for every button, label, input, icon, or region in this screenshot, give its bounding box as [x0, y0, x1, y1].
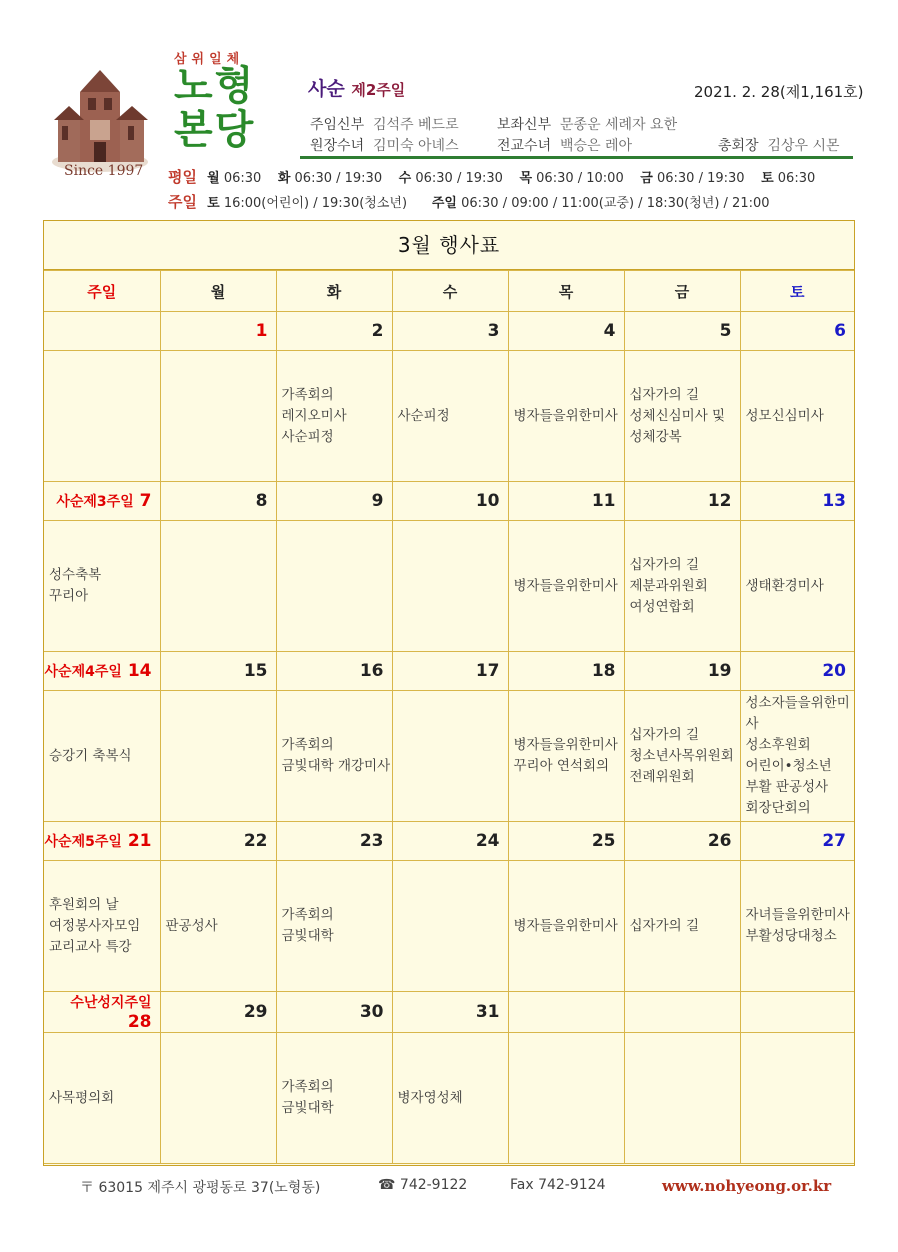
weekday-mass-times: [168, 166, 815, 187]
date-cell: [160, 992, 276, 1033]
events-cell: [624, 351, 740, 482]
date-number: 3: [487, 321, 500, 341]
date-cell: [276, 992, 392, 1033]
date-number: 31: [475, 1002, 500, 1022]
date-cell: [276, 312, 392, 351]
events-cell: [508, 521, 624, 652]
date-cell: [160, 652, 276, 691]
season-name: 사순: [308, 78, 345, 100]
event-item: 금빛대학: [281, 1100, 334, 1116]
date-number: 15: [243, 661, 268, 681]
date-cell: [740, 822, 854, 861]
event-item: 가족회의: [281, 386, 334, 403]
website-link[interactable]: www.nohyeong.or.kr: [662, 1177, 832, 1195]
event-item: 성체신심미사 및: [629, 407, 726, 424]
season-week: 제2주일: [351, 81, 406, 99]
date-cell: [160, 312, 276, 351]
events-cell: [624, 691, 740, 822]
events-row: [44, 351, 854, 482]
footer-phone: [378, 1177, 467, 1193]
date-row: [44, 822, 854, 861]
mass-day: 월: [207, 171, 220, 186]
event-item: 금빛대학 개강미사: [281, 758, 391, 774]
calendar-title: 3월 행사표: [44, 221, 854, 270]
event-item: 십자가의 길: [629, 917, 699, 934]
staff-name: 김미숙 아녜스: [373, 138, 459, 154]
date-cell: [44, 822, 160, 861]
date-cell: [44, 652, 160, 691]
events-cell: [740, 521, 854, 652]
event-item: 어린이•청소년: [745, 758, 832, 774]
events-cell: [160, 1033, 276, 1164]
date-cell: [392, 992, 508, 1033]
mass-day: 토: [207, 196, 220, 211]
date-cell: [624, 652, 740, 691]
event-item: 청소년사목위원회: [629, 747, 734, 764]
mass-time: 06:30: [223, 171, 262, 186]
event-item: 사목평의회: [49, 1089, 115, 1106]
events-cell: [44, 691, 160, 822]
events-row: [44, 691, 854, 822]
events-cell: [44, 1033, 160, 1164]
event-item: 승강기 축복식: [49, 747, 132, 764]
mass-time: 06:30 / 19:30: [294, 171, 383, 186]
events-cell: [392, 861, 508, 992]
mass-day: 수: [398, 171, 412, 186]
event-item: 전례위원회: [629, 768, 695, 785]
mass-day: 주일: [431, 196, 457, 211]
sunday-liturgical-label: 수난성지주일: [70, 995, 152, 1011]
mass-time: 06:30: [777, 171, 816, 186]
event-item: 성소자들을위한미사: [745, 695, 850, 732]
event-item: 사순피정: [281, 428, 334, 445]
event-item: 꾸리아: [49, 588, 89, 604]
event-item: 교리교사 특강: [49, 938, 132, 955]
event-item: 금빛대학: [281, 928, 334, 944]
sunday-mass-times: [168, 191, 770, 212]
event-item: 성소후원회: [745, 737, 811, 753]
events-cell: [276, 691, 392, 822]
date-cell: [44, 992, 160, 1033]
date-number: 29: [243, 1002, 268, 1022]
date-number: 27: [822, 831, 846, 851]
date-cell: [392, 482, 508, 521]
events-cell: [276, 1033, 392, 1164]
staff-role: 원장수녀: [310, 138, 365, 154]
weekday-label: 평일: [168, 168, 197, 186]
staff-mission-sister: [497, 135, 632, 155]
calendar-grid: [44, 270, 854, 1164]
events-cell: [624, 861, 740, 992]
date-cell: [276, 652, 392, 691]
event-item: 병자들을위한미사: [513, 917, 618, 934]
events-cell: [392, 691, 508, 822]
date-number: 7: [139, 491, 152, 511]
events-cell: [276, 861, 392, 992]
date-cell: [508, 652, 624, 691]
sunday-liturgical-label: 사순제3주일: [56, 494, 134, 510]
date-cell: [508, 482, 624, 521]
mass-time: 06:30 / 19:30: [415, 171, 503, 186]
event-item: 병자영성체: [397, 1089, 463, 1106]
date-cell: [508, 312, 624, 351]
events-cell: [508, 691, 624, 822]
date-number: 25: [591, 831, 616, 851]
mass-time: 16:00(어린이) / 19:30(청소년): [223, 196, 408, 211]
date-cell: [624, 822, 740, 861]
staff-role: 주임신부: [310, 117, 365, 133]
date-number: 22: [243, 831, 268, 851]
events-row: [44, 861, 854, 992]
date-number: 11: [591, 491, 616, 511]
staff-name: 백승은 레아: [560, 138, 633, 154]
event-item: 십자가의 길: [629, 386, 699, 403]
date-number: 23: [359, 831, 384, 851]
date-number: 13: [822, 491, 846, 511]
date-number: 10: [475, 491, 500, 511]
event-item: 십자가의 길: [629, 556, 699, 573]
date-row: [44, 992, 854, 1033]
events-cell: [160, 691, 276, 822]
phone-text: 742-9122: [399, 1177, 468, 1193]
staff-name: 문종운 세례자 요한: [560, 117, 678, 133]
date-number: 16: [359, 661, 384, 681]
events-cell: [740, 351, 854, 482]
events-cell: [740, 861, 854, 992]
weekday-header: 토: [740, 271, 854, 312]
footer-fax: Fax 742-9124: [510, 1177, 606, 1193]
events-row: [44, 1033, 854, 1164]
date-cell: [44, 312, 160, 351]
date-cell: [740, 312, 854, 351]
issue-date: 2021. 2. 28(제1,161호): [694, 83, 864, 101]
staff-name: 김상우 시몬: [767, 138, 840, 154]
events-cell: [276, 521, 392, 652]
events-cell: [740, 691, 854, 822]
events-cell: [160, 351, 276, 482]
date-cell: [160, 822, 276, 861]
event-item: 제분과위원회: [629, 577, 708, 594]
date-number: 26: [707, 831, 732, 851]
event-item: 회장단회의: [745, 800, 811, 816]
events-cell: [392, 521, 508, 652]
date-cell: [508, 822, 624, 861]
events-cell: [508, 351, 624, 482]
date-number: 28: [127, 1012, 152, 1032]
date-cell: [276, 482, 392, 521]
date-cell: [624, 312, 740, 351]
date-row: [44, 482, 854, 521]
staff-assistant: [497, 114, 677, 134]
weekday-header-row: [44, 271, 854, 312]
staff-name: 김석주 베드로: [373, 117, 459, 133]
events-cell: [392, 351, 508, 482]
event-item: 자녀들을위한미사: [745, 907, 850, 923]
parish-title: 노형본당: [174, 63, 256, 153]
mass-time: 06:30 / 19:30: [656, 171, 745, 186]
date-number: 21: [127, 831, 152, 851]
mass-day: 토: [761, 171, 774, 186]
events-cell: [624, 521, 740, 652]
date-cell: [740, 482, 854, 521]
mass-day: 목: [519, 171, 533, 186]
event-item: 여성연합회: [629, 598, 695, 615]
events-cell: [276, 351, 392, 482]
date-cell: [392, 652, 508, 691]
date-cell: [392, 822, 508, 861]
date-number: 9: [371, 491, 384, 511]
date-number: 19: [707, 661, 732, 681]
date-number: 8: [255, 491, 268, 511]
weekday-header: 수: [392, 271, 508, 312]
address-text: 63015 제주시 광평동로 37(노형동): [98, 1180, 321, 1196]
liturgical-season: [308, 74, 405, 101]
date-row: [44, 312, 854, 351]
staff-superior-sister: [310, 135, 459, 155]
events-cell: [44, 861, 160, 992]
events-cell: [392, 1033, 508, 1164]
event-item: 병자들을위한미사: [513, 407, 618, 424]
weekday-header: 주일: [44, 271, 160, 312]
date-number: 18: [591, 661, 616, 681]
event-item: 후원회의 날: [49, 896, 119, 913]
weekday-header: 금: [624, 271, 740, 312]
event-item: 레지오미사: [281, 407, 347, 424]
date-number: 5: [719, 321, 732, 341]
staff-pastor: [310, 114, 459, 134]
event-item: 가족회의: [281, 907, 334, 923]
date-cell: [508, 992, 624, 1033]
event-item: 여정봉사자모임: [49, 917, 141, 934]
date-number: 17: [475, 661, 500, 681]
date-number: 6: [834, 321, 846, 341]
footer-address: [80, 1177, 320, 1197]
date-cell: [624, 482, 740, 521]
date-number: 2: [371, 321, 384, 341]
event-item: 병자들을위한미사: [513, 737, 618, 753]
event-item: 가족회의: [281, 1079, 334, 1095]
events-cell: [44, 351, 160, 482]
date-number: 30: [359, 1002, 384, 1022]
events-cell: [740, 1033, 854, 1164]
date-cell: [276, 822, 392, 861]
staff-role: 총회장: [718, 138, 759, 154]
parish-subtitle: 삼위일체: [174, 52, 245, 67]
events-cell: [160, 521, 276, 652]
mass-day: 금: [640, 171, 653, 186]
events-row: [44, 521, 854, 652]
weekday-header: 목: [508, 271, 624, 312]
sunday-liturgical-label: 사순제5주일: [44, 834, 122, 850]
event-item: 사순피정: [397, 407, 450, 424]
event-item: 병자들을위한미사: [513, 577, 618, 594]
mass-day: 화: [277, 171, 291, 186]
event-item: 부활 판공성사: [745, 779, 829, 795]
mass-time: 06:30 / 10:00: [536, 171, 624, 186]
date-number: 4: [603, 321, 616, 341]
date-number: 24: [475, 831, 500, 851]
date-cell: [740, 652, 854, 691]
since-label: Since 1997: [64, 163, 144, 179]
event-item: 십자가의 길: [629, 726, 699, 743]
date-number: 20: [822, 661, 846, 681]
staff-role: 전교수녀: [497, 138, 552, 154]
weekday-header: 화: [276, 271, 392, 312]
date-cell: [392, 312, 508, 351]
staff-president: [718, 135, 840, 155]
events-cell: [624, 1033, 740, 1164]
event-item: 가족회의: [281, 737, 334, 753]
date-cell: [44, 482, 160, 521]
staff-role: 보좌신부: [497, 117, 552, 133]
events-cell: [160, 861, 276, 992]
event-item: 생태환경미사: [745, 577, 824, 594]
header-divider: [300, 156, 853, 159]
date-number: 1: [255, 321, 268, 341]
events-cell: [508, 1033, 624, 1164]
events-cell: [508, 861, 624, 992]
events-cell: [44, 521, 160, 652]
event-item: 부활성당대청소: [745, 928, 837, 944]
sunday-liturgical-label: 사순제4주일: [44, 664, 122, 680]
date-row: [44, 652, 854, 691]
sunday-label: 주일: [168, 193, 197, 211]
event-item: 성체강복: [629, 428, 682, 445]
event-item: 꾸리아 연석회의: [513, 758, 610, 774]
weekday-header: 월: [160, 271, 276, 312]
date-cell: [740, 992, 854, 1033]
telephone-icon: ☎: [378, 1177, 396, 1193]
date-cell: [160, 482, 276, 521]
event-item: 성모신심미사: [745, 407, 824, 424]
date-cell: [624, 992, 740, 1033]
event-item: 성수축복: [49, 567, 102, 583]
event-item: 판공성사: [165, 917, 218, 934]
march-event-calendar: [43, 220, 855, 1166]
date-number: 14: [127, 661, 152, 681]
postal-mark-icon: 〒: [80, 1180, 94, 1196]
date-number: 12: [707, 491, 732, 511]
mass-time: 06:30 / 09:00 / 11:00(교중) / 18:30(청년) / 21:00: [461, 196, 770, 211]
church-tower-image: [50, 62, 150, 172]
